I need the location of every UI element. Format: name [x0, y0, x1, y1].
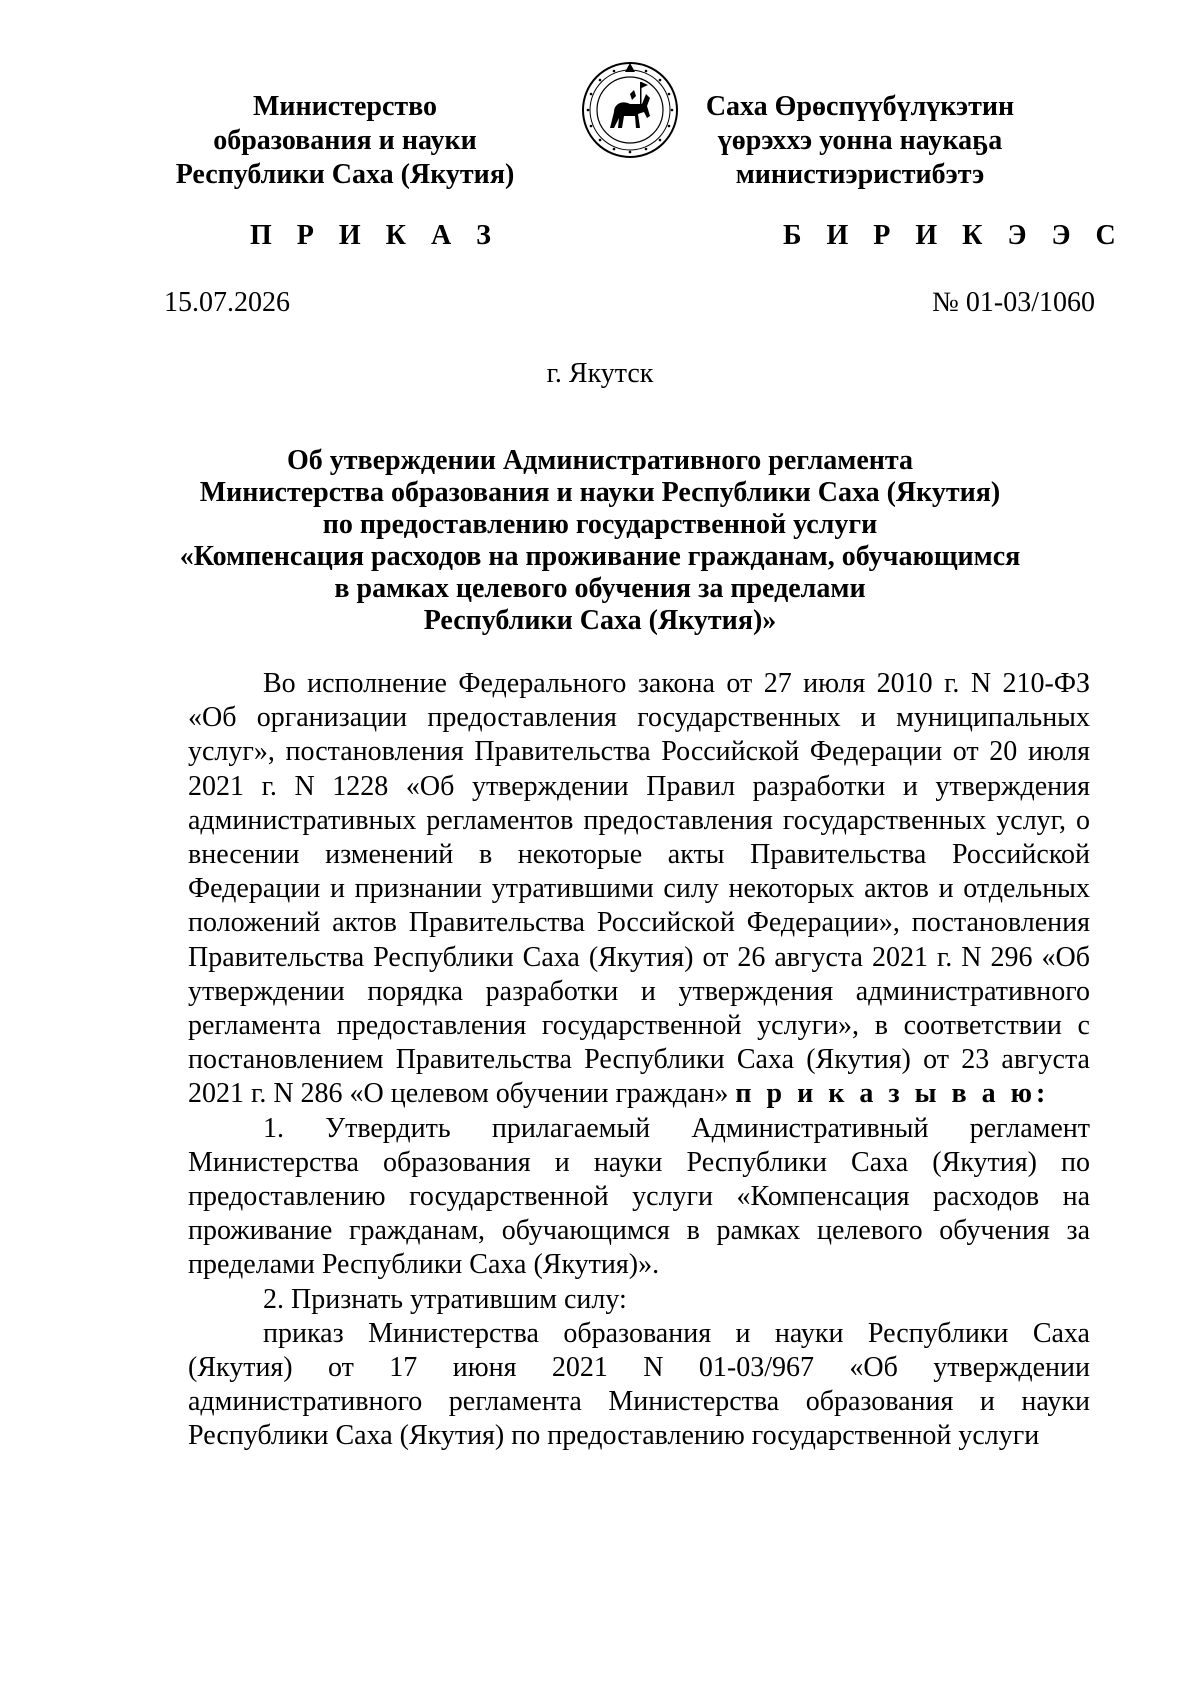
title-line: «Компенсация расходов на проживание гражданам, обучающимся	[179, 541, 1021, 572]
ministry-name-line: Республики Саха (Якутия)	[175, 159, 515, 190]
document-body	[188, 667, 1090, 1454]
preamble-paragraph	[188, 667, 1090, 1112]
title-line: в рамках целевого обучения за пределами	[334, 573, 866, 604]
sakha-coat-of-arms-icon	[580, 60, 680, 160]
city: г. Якутск	[546, 358, 654, 389]
ministry-name-line: образования и науки	[213, 125, 477, 156]
document-title	[120, 445, 1080, 637]
item-2-text-paragraph: приказ Министерства образования и науки Республики Саха (Якутия) от 17 июня 2021 N 01-03/967 «Об утверждении административного регламента Министерства образования и науки Республики Саха (Якутия) по предоставлению государственной услуги	[188, 1317, 1090, 1452]
ministry-name-sakha	[680, 90, 1040, 192]
ministry-name-line: Саха Өрөспүүбүлүкэтин	[705, 91, 1015, 122]
order-word-russian: П Р И К А З	[250, 220, 500, 251]
item-1-paragraph: 1. Утвердить прилагаемый Административный регламент Министерства образования и науки Республики Саха (Якутия) по предоставлению государственной услуги «Компенсация расходов на проживание гражданам, обучающимся в рамках целевого обучения за пределами Республики Саха (Якутия)».	[188, 1112, 1090, 1281]
order-verb: п р и к а з ы в а ю:	[735, 1078, 1050, 1110]
item-2-paragraph: 2. Признать утратившим силу:	[263, 1283, 627, 1315]
ministry-name-line: министиэристибэтэ	[735, 159, 985, 190]
ministry-name-line: Министерство	[252, 91, 438, 122]
title-line: Республики Саха (Якутия)»	[423, 605, 777, 636]
title-line: по предоставлению государственной услуги	[322, 509, 878, 540]
ministry-name-line: үөрэххэ уонна наукаҕа	[717, 125, 1003, 156]
order-word-sakha: Б И Р И К Э Э С	[783, 220, 1125, 251]
title-line: Об утверждении Административного регламента	[286, 445, 914, 476]
ministry-name-russian	[165, 90, 525, 192]
order-date: 15.07.2026	[164, 287, 290, 318]
order-number: № 01-03/1060	[932, 287, 1095, 318]
preamble-text: Во исполнение Федерального закона от 27 июля 2010 г. N 210-ФЗ «Об организации предоставления государственных и муниципальных услуг», постановления Правительства Российской Федерации от 20 июля 2021 г. N 1228 «Об утверждении Правил разработки и утверждения административных регламентов предоставления государственных услуг, о внесении изменений в некоторые акты Правительства Российской Федерации и признании утратившими силу некоторых актов и отдельных положений актов Правительства Российской Федерации», постановления Правительства Республики Саха (Якутия) от 26 августа 2021 г. N 296 «Об утверждении порядка разработки и утверждения административного регламента предоставления государственной услуги», в соответствии с постановлением Правительства Республики Саха (Якутия) от 23 августа 2021 г. N 286 «О целевом обучении граждан»	[188, 668, 1090, 1110]
title-line: Министерства образования и науки Республики Саха (Якутия)	[199, 477, 1001, 508]
